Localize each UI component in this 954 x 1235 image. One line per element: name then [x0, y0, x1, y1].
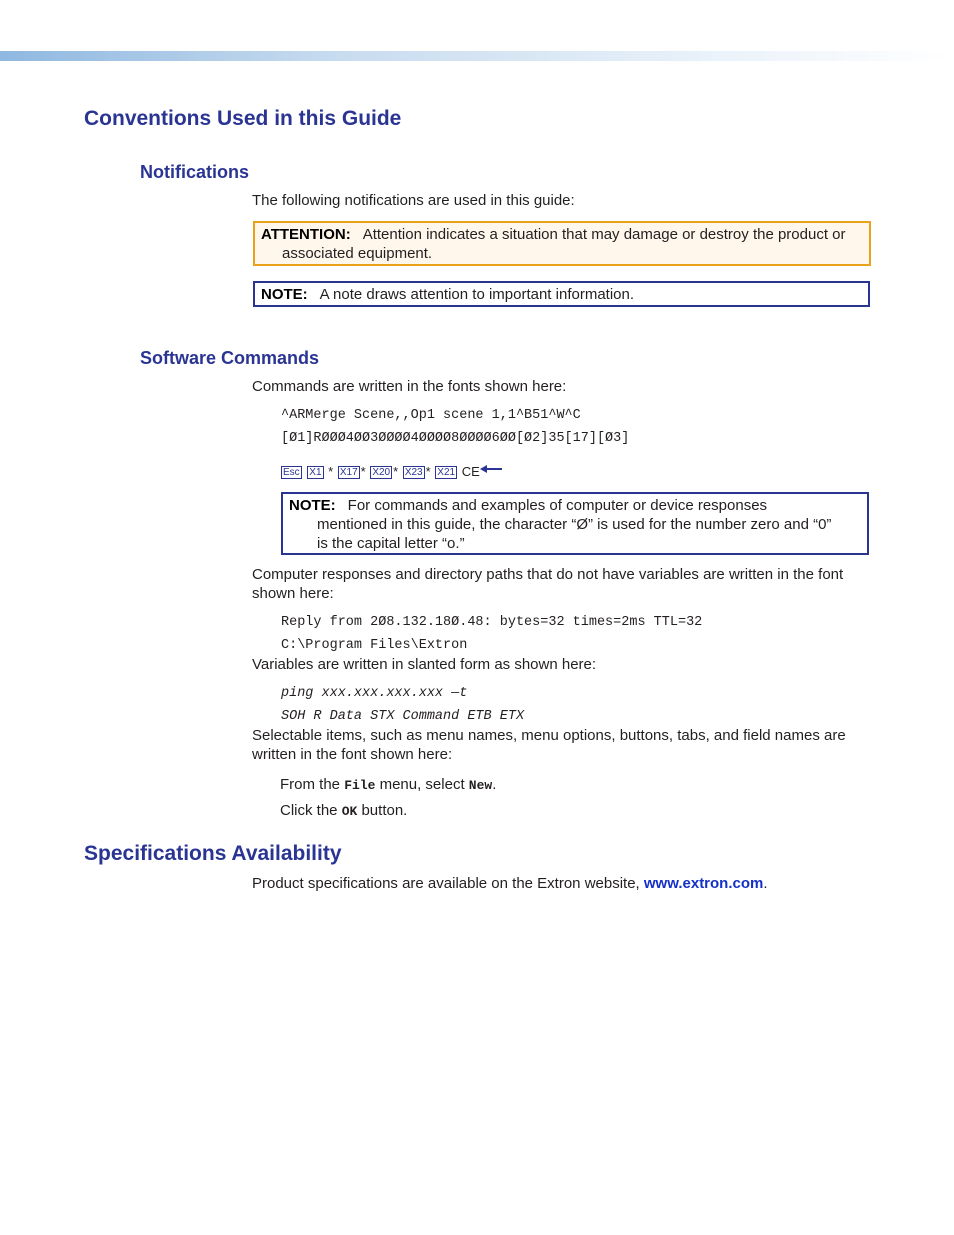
enter-arrow-icon	[480, 464, 502, 474]
selectable-intro-line1: Selectable items, such as menu names, menu options, buttons, tabs, and field names are	[252, 727, 846, 744]
key-x21: X21	[437, 467, 456, 478]
variable-example-2: SOH R Data STX Command ETB ETX	[281, 709, 525, 724]
example-text: .	[492, 776, 497, 793]
attention-text-line1: Attention indicates a situation that may damage or destroy the product or	[362, 226, 846, 243]
note-box	[253, 281, 870, 307]
specifications-period: .	[763, 875, 768, 892]
note-box-characters	[281, 492, 869, 555]
key-star: *	[393, 464, 399, 479]
command-example-1: ^ARMerge Scene,,Op1 scene 1,1^B51^W^C	[281, 408, 581, 423]
variables-intro: Variables are written in slanted form as shown here:	[252, 656, 597, 673]
note-text-line1: For commands and examples of computer or device responses	[347, 497, 768, 514]
selectable-intro-line2: written in the font shown here:	[252, 746, 453, 763]
subsection-title-software-commands: Software Commands	[140, 348, 320, 368]
subsection-title-notifications: Notifications	[140, 162, 250, 182]
key-x1: X1	[309, 467, 322, 478]
selectable-example-menu	[280, 775, 496, 795]
response-example-2: C:\Program Files\Extron	[281, 638, 468, 653]
attention-box	[253, 221, 871, 266]
key-star: *	[425, 464, 431, 479]
note-text-line3: is the capital letter “o.”	[317, 535, 465, 552]
menu-item-new: New	[468, 778, 493, 793]
key-x17: X17	[339, 467, 358, 478]
note-label: NOTE:	[261, 286, 308, 303]
note-text-line2: mentioned in this guide, the character “Ø” is used for the number zero and “0”	[317, 516, 832, 533]
key-esc: Esc	[283, 467, 300, 478]
example-text: button.	[357, 802, 408, 819]
attention-label: ATTENTION:	[261, 226, 351, 243]
menu-name-file: File	[344, 778, 376, 793]
attention-text-line2: associated equipment.	[282, 245, 433, 262]
key-sequence	[280, 464, 502, 479]
example-text: menu, select	[375, 776, 469, 793]
example-text: From the	[280, 776, 345, 793]
notifications-intro: The following notifications are used in this guide:	[252, 192, 575, 209]
responses-intro-line2: shown here:	[252, 585, 334, 602]
key-star: *	[328, 464, 334, 479]
button-name-ok: OK	[341, 804, 358, 819]
key-x20: X20	[372, 467, 391, 478]
key-ce: CE	[461, 464, 480, 479]
section-title-specifications: Specifications Availability	[84, 842, 342, 865]
responses-intro-line1: Computer responses and directory paths that do not have variables are written in the font	[252, 566, 844, 583]
variable-example-1: ping xxx.xxx.xxx.xxx —t	[281, 686, 468, 701]
response-example-1: Reply from 2Ø8.132.18Ø.48: bytes=32 times=2ms TTL=32	[281, 615, 703, 630]
key-star: *	[360, 464, 366, 479]
specifications-text	[252, 874, 768, 893]
example-text: Click the	[280, 802, 342, 819]
selectable-example-button	[280, 801, 407, 821]
extron-website-link[interactable]: www.extron.com	[643, 875, 764, 892]
key-x23: X23	[404, 467, 423, 478]
header-gradient-bar	[0, 51, 954, 61]
software-intro: Commands are written in the fonts shown here:	[252, 378, 567, 395]
note-label: NOTE:	[289, 497, 336, 514]
command-example-2: [Ø1]RØØØ4ØØ3ØØØØ4ØØØØ8ØØØØ6ØØ[Ø2]35[17][Ø3]	[281, 431, 630, 446]
specifications-sentence: Product specifications are available on the Extron website,	[252, 875, 644, 892]
note-text: A note draws attention to important information.	[319, 286, 635, 303]
section-title-conventions: Conventions Used in this Guide	[84, 107, 402, 130]
